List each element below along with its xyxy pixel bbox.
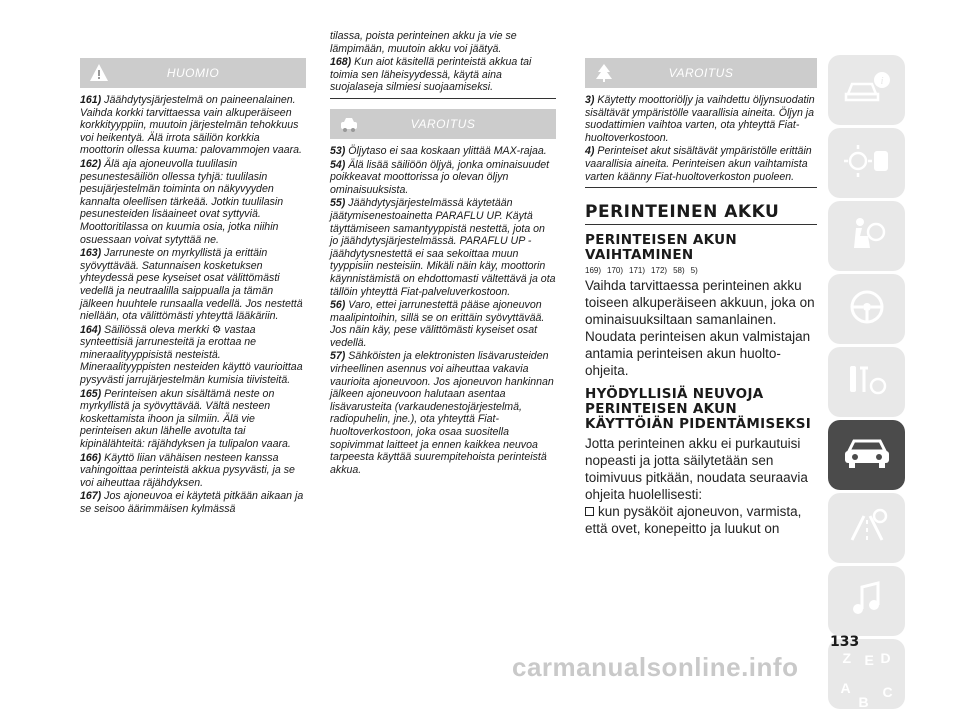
car-service-icon	[839, 433, 895, 478]
warning-banner	[330, 109, 556, 139]
note-text: Jäähdytysjärjestelmä on paineenalainen. Vaihda korkki tarvittaessa vain alkuperäiseen korkkityyppiin, muutoin järjestelmän tehokkuus voi heikentyä. Älä irrota säiliön korkkia moottorin ollessa kuuma: palovammojen vaara.	[80, 94, 302, 157]
note-item	[330, 197, 556, 298]
note-number: 165)	[80, 387, 102, 400]
airbag-seat-icon	[842, 214, 892, 259]
note-text: Käyttö liian vähäisen nesteen kanssa vahingoittaa perinteistä akkua pysyvästi, ja se voi aiheuttaa räjähdyksen.	[80, 451, 295, 489]
reference-number[interactable]: 58)	[673, 266, 685, 276]
note-item	[330, 350, 556, 476]
index-letter: A	[840, 680, 851, 696]
music-note-icon	[842, 579, 892, 624]
note-item	[80, 247, 306, 323]
note-text: Jos ajoneuvoa ei käytetä pitkään aikaan ja se seisoo äärimmäisen kylmässä	[80, 490, 304, 515]
note-item	[330, 30, 556, 55]
note-number: 54)	[330, 158, 346, 171]
reference-number[interactable]: 5)	[690, 266, 698, 276]
column-1	[80, 58, 306, 517]
note-text: Kun aiot käsitellä perinteistä akkua tai toimia sen läheisyydessä, käytä aina suojalaseja silmiesi suojaamiseksi.	[330, 56, 532, 94]
index-letter: E	[864, 652, 874, 668]
chapter-sidebar	[828, 55, 905, 712]
note-number: 162)	[80, 157, 102, 170]
note-text: Säiliössä oleva merkki ⚙ vastaa synteettisiä jarrunesteitä ja erottaa ne mineraalityyppisistä nesteistä. Mineraalityyppisten nesteiden käyttö vaurioittaa pysyvästi jarrujärjestelmän kumisia tiivisteitä.	[80, 323, 303, 387]
dashboard-lights-icon	[842, 141, 892, 186]
note-number: 161)	[80, 94, 102, 106]
note-text: Älä lisää säiliöön öljyä, jonka ominaisuudet poikkeavat moottorissa jo olevan öljyn ominaisuuksista.	[330, 158, 550, 196]
note-text: Älä aja ajoneuvolla tuulilasin pesunestesäiliön ollessa tyhjä: tuulilasin pesujärjestelmän toiminta on näkyvyyden kannalta oleellisen tärkeää. Jotkin tuulilasin pesunesteiden lisäaineet ovat syttyviä. Moottoritilassa on kuumia osia, jotka niihin osuessaan voivat sytyttää ne.	[80, 157, 284, 246]
section-title: PERINTEINEN AKKU	[585, 202, 780, 223]
divider	[585, 224, 817, 225]
sidebar-tab-car-service[interactable]	[828, 420, 905, 490]
note-number: 166)	[80, 451, 102, 464]
note-number: 4)	[585, 145, 595, 158]
subsection-title: HYÖDYLLISIÄ NEUVOJA PERINTEISEN AKUN KÄYTTÖIÄN PIDENTÄMISEKSI	[585, 386, 812, 433]
note-item	[585, 145, 817, 183]
sidebar-tab-dashboard-lights[interactable]	[828, 128, 905, 198]
note-item	[330, 145, 556, 158]
note-text: Jäähdytysjärjestelmässä käytetään jäätymisenestoainetta PARAFLU UP. Käytä täyttämiseen samantyyppistä nestettä, jota on jo jäähdytysjärjestelmässä. PARAFLU UP -jäähdytysnestettä ei saa sekoittaa muun tyyppisiin nesteisiin. Mikäli näin käy, moottorin käynnistämistä on ehdottomasti vältettävä ja ota tällöin yhteyttä Fiat-palveluverkostoon.	[330, 197, 556, 298]
index-letter: Z	[842, 650, 852, 666]
warning-banner	[585, 58, 817, 88]
note-text: tilassa, poista perinteinen akku ja vie se lämpimään, muutoin akku voi jäätyä.	[330, 30, 517, 55]
reference-number[interactable]: 172)	[651, 266, 668, 276]
index-letter: B	[858, 694, 869, 710]
note-item	[330, 299, 556, 349]
reference-number[interactable]: 171)	[629, 266, 646, 276]
banner-title: HUOMIO	[166, 66, 220, 80]
note-item	[80, 94, 306, 157]
paragraph: Vaihda tarvittaessa perinteinen akku toiseen alkuperäiseen akkuun, joka on ominaisuuksiltaan samanlainen. Noudata perinteisen akun valmistajan antamia perinteisen akun huolto-ohjeita.	[585, 278, 815, 379]
note-item	[330, 56, 556, 94]
banner-title: VAROITUS	[668, 66, 734, 80]
divider	[330, 98, 556, 99]
note-number: 3)	[585, 94, 595, 106]
note-item	[80, 490, 306, 515]
note-item	[80, 388, 306, 451]
svg-text:i: i	[879, 74, 884, 87]
reference-number[interactable]: 169)	[585, 266, 602, 276]
wrench-road-icon	[842, 506, 892, 551]
note-number: 56)	[330, 299, 346, 312]
note-number: 163)	[80, 247, 102, 260]
note-number: 55)	[330, 197, 346, 210]
note-number: 168)	[330, 56, 352, 69]
note-text: Sähköisten ja elektronisten lisävarusteiden virheellinen asennus voi aiheuttaa vakavia vaurioita ajoneuvoon. Jos ajoneuvon hankinnan jälkeen ajoneuvoon halutaan asentaa lisävarusteita (varkaudenestojärjestelmä, radiopuhelin, jne.), ota yhteyttä Fiat-huoltoverkostoon, joka osaa suositella sopivimmat laitteet ja ennen kaikkea neuvoa tarpeesta käyttää suurempitehoista perinteistä akkua.	[330, 350, 554, 476]
sidebar-tab-car-info[interactable]	[828, 55, 905, 125]
key-tools-icon	[842, 360, 892, 405]
subsection-title: PERINTEISEN AKUN VAIHTAMINEN	[585, 232, 737, 264]
bullet-text: kun pysäköit ajoneuvon, varmista, että ovet, konepeitto ja luukut on	[585, 504, 802, 537]
note-item	[80, 452, 306, 490]
paragraph: Jotta perinteinen akku ei purkautuisi nopeasti ja jotta säilytetään sen toimivuus pitkään, noudata seuraavia ohjeita huolellisesti:	[585, 436, 808, 503]
note-item	[330, 159, 556, 197]
note-number: 57)	[330, 350, 346, 363]
steering-wheel-icon	[842, 287, 892, 332]
sidebar-tab-wrench-road[interactable]	[828, 493, 905, 563]
note-number: 164)	[80, 323, 102, 336]
reference-list	[585, 266, 817, 275]
index-letter: C	[882, 684, 893, 700]
note-text: Öljytaso ei saa koskaan ylittää MAX-rajaa.	[348, 144, 547, 157]
reference-number[interactable]: 170)	[607, 266, 624, 276]
sidebar-tab-airbag-seat[interactable]	[828, 201, 905, 271]
note-item	[80, 324, 306, 387]
note-list	[330, 145, 556, 476]
note-number: 53)	[330, 144, 346, 157]
note-text: Perinteiset akut sisältävät ympäristölle erittäin vaarallisia aineita. Perinteisen akun vaihtamista varten käänny Fiat-huoltoverkoston puoleen.	[585, 145, 812, 183]
note-text: Käytetty moottoriöljy ja vaihdettu öljynsuodatin sisältävät ympäristölle vaarallisia aineita. Öljyn ja suodattimien vaihtoa varten, ota yhteyttä Fiat-huoltoverkostoon.	[585, 94, 815, 144]
sidebar-tab-key-tools[interactable]	[828, 347, 905, 417]
note-list-continued	[330, 30, 556, 94]
car-info-icon	[842, 68, 892, 113]
sidebar-tab-music-note[interactable]	[828, 566, 905, 636]
warning-banner	[80, 58, 306, 88]
note-list	[585, 94, 817, 183]
banner-title: VAROITUS	[410, 116, 476, 131]
sidebar-tab-steering-wheel[interactable]	[828, 274, 905, 344]
index-letters-icon	[837, 646, 897, 710]
checkbox-bullet-icon	[585, 507, 594, 516]
page-number: 133	[830, 634, 860, 650]
note-text: Jarruneste on myrkyllistä ja erittäin syövyttävää. Satunnaisen kosketuksen yhteydessä pese kyseiset osat välittömästi vedellä ja neutraalilla saippualla ja tämän jälkeen huuhtele runsaalla vedellä. Jos nestettä niellään, ota välittömästi yhteyttä lääkäriin.	[80, 247, 303, 323]
column-3	[585, 58, 817, 537]
note-item	[585, 94, 817, 144]
watermark: carmanualsonline.info	[512, 652, 799, 682]
note-text: Varo, ettei jarrunestettä pääse ajoneuvon maalipintoihin, sillä se on erittäin syövyttävää. Jos näin käy, pese välittömästi kyseiset osat vedellä.	[330, 299, 545, 349]
note-item	[80, 158, 306, 246]
divider	[585, 187, 817, 188]
bullet-item	[585, 503, 817, 537]
note-number: 167)	[80, 490, 102, 503]
index-letter: D	[880, 650, 891, 666]
column-2	[330, 30, 556, 477]
note-list	[80, 94, 306, 516]
note-text: Perinteisen akun sisältämä neste on myrkyllistä ja syövyttävää. Vältä nesteen koskettamista ihoon ja silmiin. Älä vie perinteisen akun lähelle avotulta tai kipinälähteitä: räjähdyksen ja tulipalon vaara.	[80, 387, 291, 451]
